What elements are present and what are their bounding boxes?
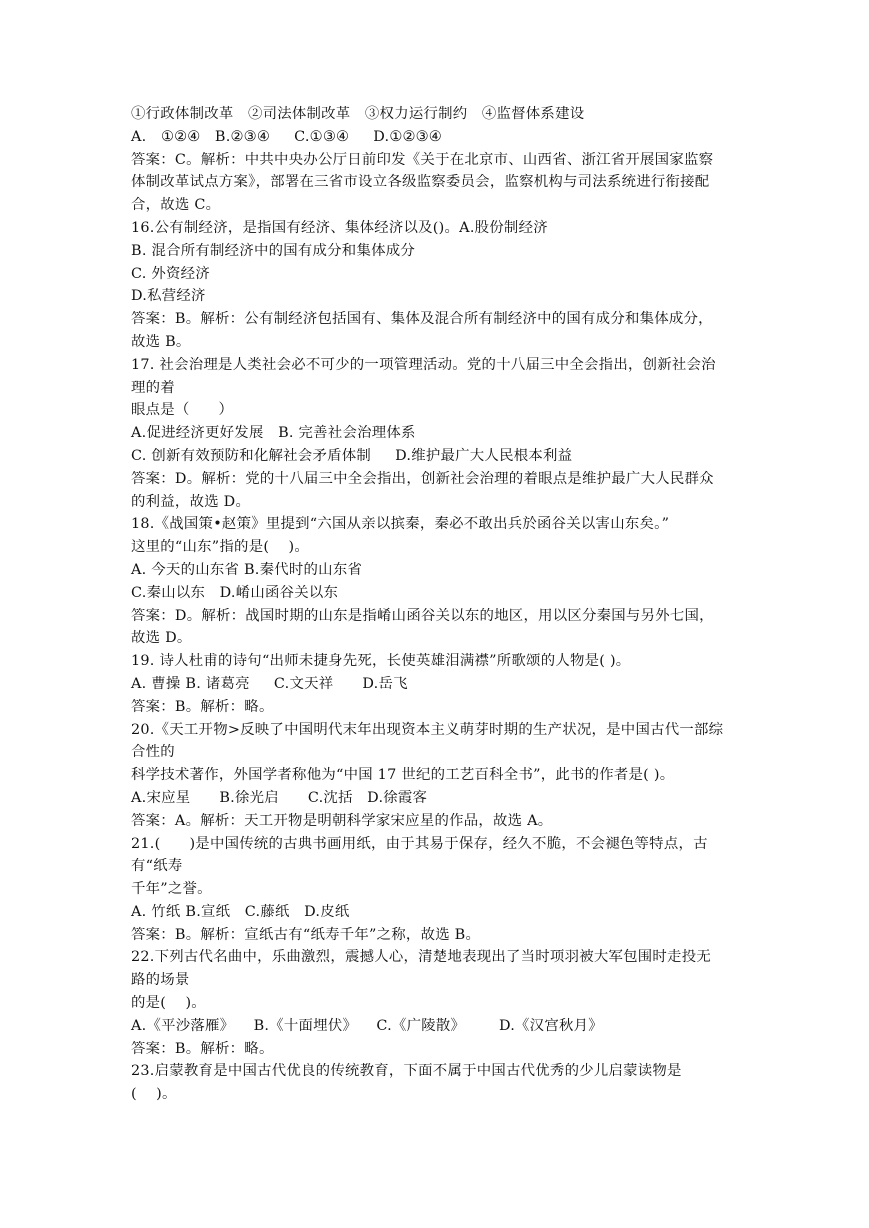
answer-explanation-line: 答案：B。解析：略。 xyxy=(131,1040,274,1057)
answer-explanation-line: 体制改革试点方案》，部署在三省市设立各级监察委员会，监察机构与司法系统进行衔接配 xyxy=(131,174,710,191)
answer-choices-line: A. ①②④ B.②③④ C.①③④ D.①②③④ xyxy=(131,128,442,145)
question-22-line: 的是( )。 xyxy=(131,995,206,1012)
answer-explanation-line: 答案：A。解析：天工开物是明朝科学家宋应星的作品，故选 A。 xyxy=(131,812,553,829)
question-21-line: 21.( )是中国传统的古典书画用纸，由于其易于保存，经久不脆，不会褪色等特点，古 xyxy=(131,835,708,852)
question-20-line: 20.《天工开物>反映了中国明代末年出现资本主义萌芽时期的生产状况，是中国古代一部综 xyxy=(131,721,724,738)
question-22-line: 路的场景 xyxy=(131,972,190,989)
answer-choices-line: B. 混合所有制经济中的国有成分和集体成分 xyxy=(131,242,416,259)
option-list-line: ①行政体制改革 ②司法体制改革 ③权力运行制约 ④监督体系建设 xyxy=(131,106,585,122)
answer-choices-line: A.促进经济更好发展 B. 完善社会治理体系 xyxy=(131,425,416,442)
question-17-line: 17. 社会治理是人类社会必不可少的一项管理活动。党的十八届三中全会指出，创新社会治 xyxy=(131,356,716,373)
answer-explanation-line: 答案：D。解析：战国时期的山东是指崤山函谷关以东的地区，用以区分秦国与另外七国， xyxy=(131,607,714,624)
answer-choices-line: C.秦山以东 D.崤山函谷关以东 xyxy=(131,584,339,601)
answer-choices-line: A. 曹操 B. 诸葛亮 C.文天祥 D.岳飞 xyxy=(131,675,408,692)
answer-explanation-line: 的利益，故选 D。 xyxy=(131,493,251,510)
answer-explanation-line: 合，故选 C。 xyxy=(131,197,221,214)
question-18-line: 18.《战国策•赵策》里提到“六国从亲以摈秦，秦必不敢出兵於函谷关以害山东矣。” xyxy=(131,516,670,533)
answer-explanation-line: 故选 B。 xyxy=(131,333,191,350)
answer-explanation-line: 答案：B。解析：公有制经济包括国有、集体及混合所有制经济中的国有成分和集体成分， xyxy=(131,311,713,328)
answer-choices-line: A.《平沙落雁》 B.《十面埋伏》 C.《广陵散》 D.《汉宫秋月》 xyxy=(131,1017,603,1034)
question-21-line: 有“纸寿 xyxy=(131,858,183,875)
question-17-line: 理的着 xyxy=(131,379,175,396)
answer-choices-line: D.私营经济 xyxy=(131,288,206,305)
question-18-line: 这里的“山东”指的是( )。 xyxy=(131,539,310,556)
answer-choices-line: C. 创新有效预防和化解社会矛盾体制 D.维护最广大人民根本利益 xyxy=(131,447,573,464)
question-21-line: 千年”之誉。 xyxy=(131,881,212,898)
question-23-line: 23.启蒙教育是中国古代优良的传统教育，下面不属于中国古代优秀的少儿启蒙读物是 xyxy=(131,1063,682,1080)
document-page xyxy=(131,103,743,1106)
answer-choices-line: A. 竹纸 B.宣纸 C.藤纸 D.皮纸 xyxy=(131,903,350,920)
answer-explanation-line: 答案：B。解析：略。 xyxy=(131,698,274,715)
question-20-line: 科学技术著作，外国学者称他为“中国 17 世纪的工艺百科全书”，此书的作者是( )。 xyxy=(131,767,675,784)
answer-choices-line: A.宋应星 B.徐光启 C.沈括 D.徐霞客 xyxy=(131,789,428,806)
question-23-line: ( )。 xyxy=(131,1086,177,1103)
answer-explanation-line: 故选 D。 xyxy=(131,630,192,647)
question-16-line: 16.公有制经济，是指国有经济、集体经济以及()。A.股份制经济 xyxy=(131,219,548,236)
question-19-line: 19. 诗人杜甫的诗句“出师未捷身先死，长使英雄泪满襟”所歌颂的人物是( )。 xyxy=(131,653,631,670)
question-17-line: 眼点是（ ） xyxy=(131,402,234,419)
answer-explanation-line: 答案：D。解析：党的十八届三中全会指出，创新社会治理的着眼点是维护最广大人民群众 xyxy=(131,470,714,487)
answer-choices-line: C. 外资经济 xyxy=(131,265,210,282)
answer-explanation-line: 答案：B。解析：宣纸古有“纸寿千年”之称，故选 B。 xyxy=(131,926,481,943)
question-20-line: 合性的 xyxy=(131,744,175,761)
question-22-line: 22.下列古代名曲中，乐曲激烈，震撼人心，清楚地表现出了当时项羽被大军包围时走投无 xyxy=(131,949,711,966)
answer-explanation-line: 答案：C。解析：中共中央办公厅日前印发《关于在北京市、山西省、浙江省开展国家监察 xyxy=(131,151,714,168)
answer-choices-line: A. 今天的山东省 B.秦代时的山东省 xyxy=(131,561,363,578)
